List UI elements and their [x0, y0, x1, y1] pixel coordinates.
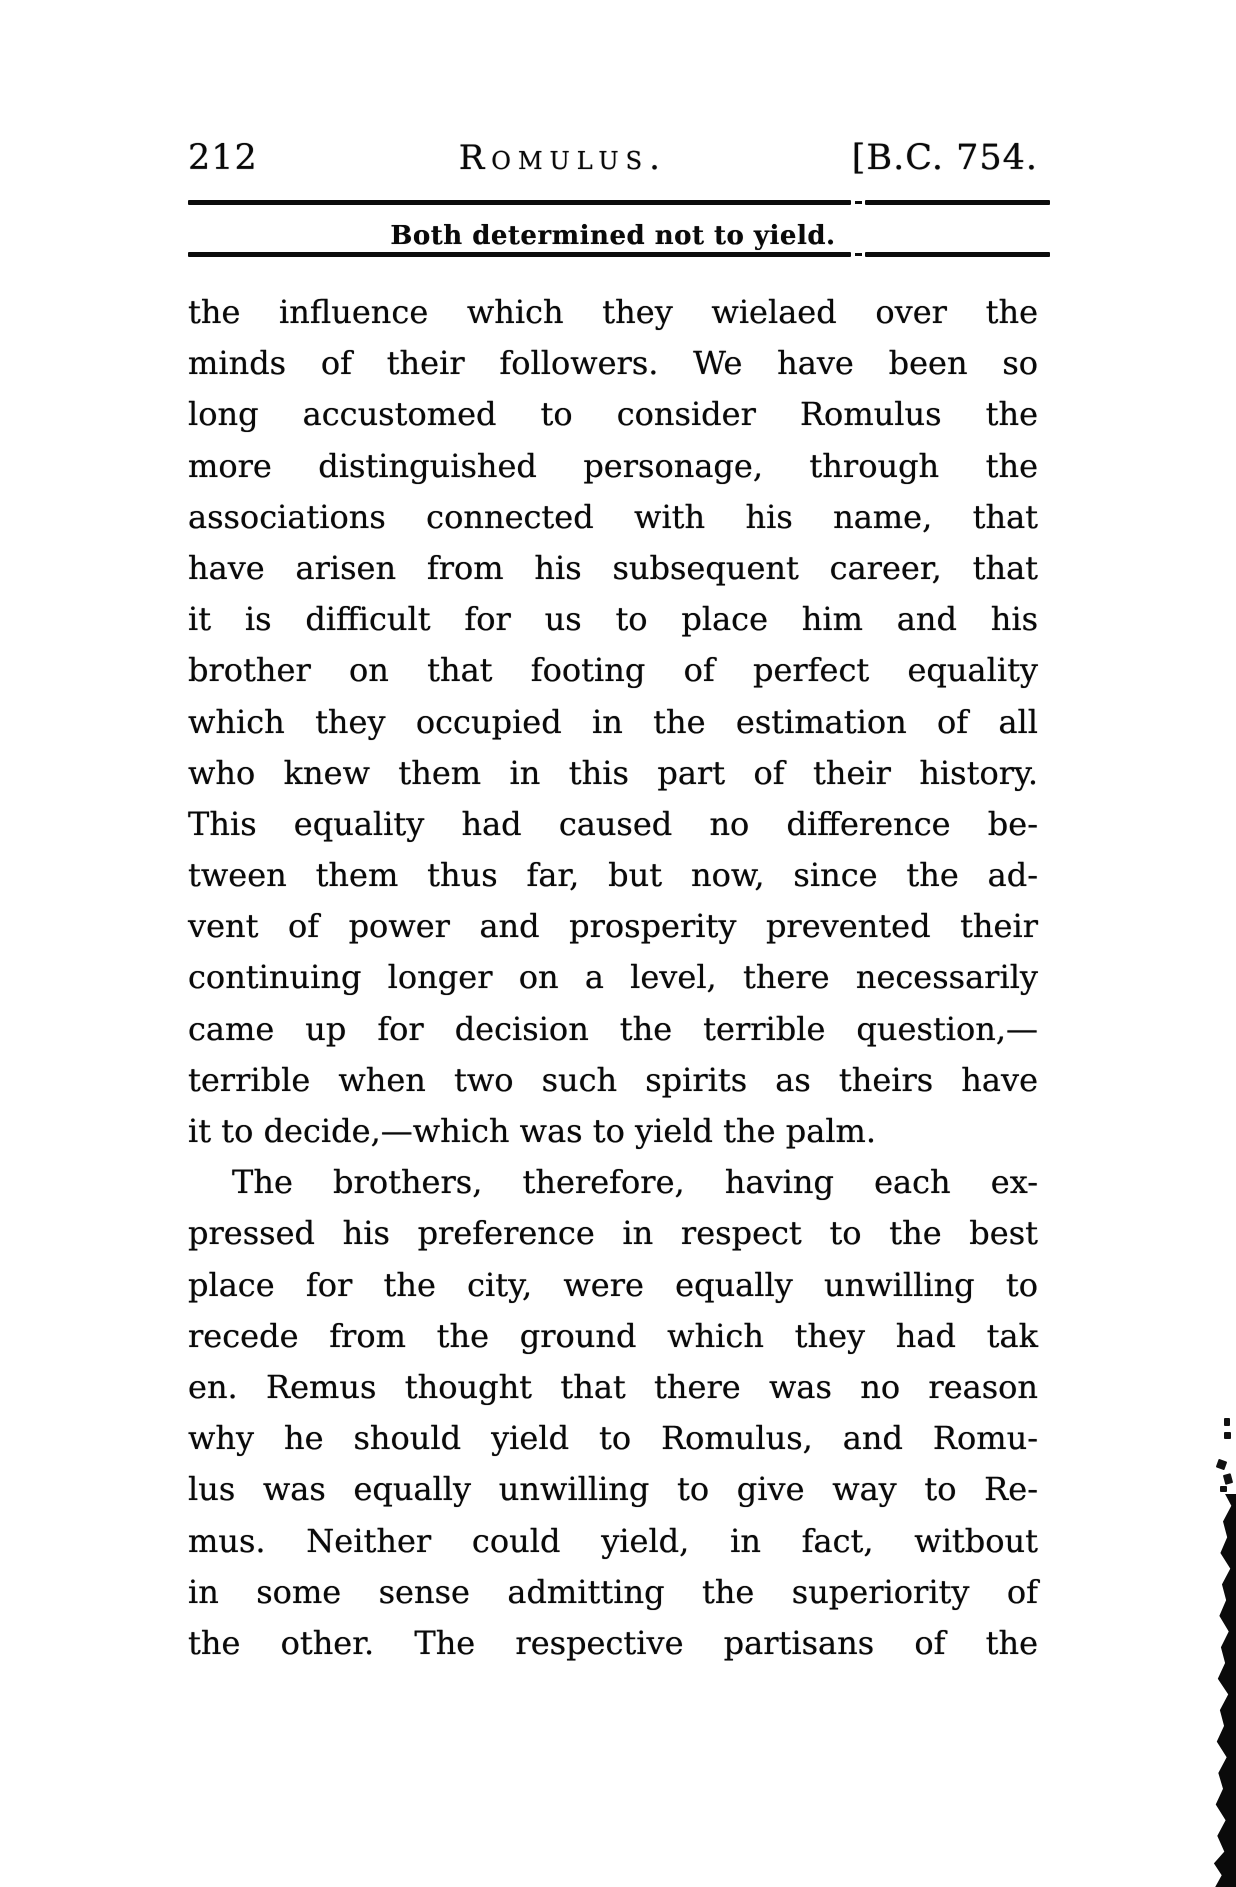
text-line: the other. The respective partisans of the	[188, 1623, 1038, 1662]
text-line: pressed his preference in respect to the best	[188, 1214, 1038, 1253]
scan-speck	[1224, 1432, 1231, 1439]
text-line: why he should yield to Romulus, and Romu-	[188, 1419, 1038, 1458]
rule-gap	[851, 201, 865, 204]
text-line: terrible when two such spirits as theirs have	[188, 1060, 1038, 1099]
scan-speck	[1216, 1459, 1228, 1471]
text-line-paragraph-start: The brothers, therefore, having each ex-	[232, 1163, 1038, 1202]
text-line: place for the city, were equally unwilling to	[188, 1265, 1038, 1304]
text-line: tween them thus far, but now, since the ad-	[188, 856, 1038, 895]
text-line: have arisen from his subsequent career, that	[188, 548, 1038, 587]
rule-nick	[855, 201, 862, 204]
text-line-paragraph-end: it to decide,—which was to yield the palm.	[188, 1112, 877, 1150]
scan-speck	[1220, 1486, 1227, 1492]
text-line: minds of their followers. We have been so	[188, 344, 1038, 383]
rule-nick	[855, 253, 862, 256]
rule-segment	[188, 252, 851, 257]
text-line: continuing longer on a level, there necessarily	[188, 958, 1038, 997]
scan-edge-artifact	[1210, 1494, 1236, 1887]
text-line: long accustomed to consider Romulus the	[188, 395, 1038, 434]
text-line: vent of power and prosperity prevented their	[188, 907, 1038, 946]
scan-speck	[1224, 1418, 1230, 1426]
text-line: in some sense admitting the superiority of	[188, 1572, 1038, 1611]
text-line: lus was equally unwilling to give way to Re-	[188, 1470, 1038, 1509]
rule-segment	[865, 252, 1050, 257]
text-line: the influence which they wielaed over the	[188, 293, 1038, 331]
text-line: which they occupied in the estimation of all	[188, 702, 1038, 741]
header-rule-bottom	[188, 251, 1050, 257]
page-header	[188, 138, 1038, 190]
section-caption: Both determined not to yield.	[390, 221, 836, 251]
text-line: recede from the ground which they had tak	[188, 1316, 1038, 1355]
text-line: en. Remus thought that there was no reason	[188, 1367, 1038, 1406]
header-rule-top	[188, 199, 1050, 205]
page-number: 212	[188, 138, 258, 178]
rule-segment	[188, 200, 851, 205]
rule-gap	[851, 253, 865, 256]
text-line: came up for decision the terrible question,—	[188, 1009, 1038, 1048]
text-line: brother on that footing of perfect equality	[188, 651, 1038, 690]
running-title: Romulus.	[458, 138, 667, 178]
date-annotation: [B.C. 754.	[851, 138, 1038, 178]
text-line: it is difficult for us to place him and his	[188, 600, 1038, 639]
scan-speck	[1223, 1473, 1233, 1485]
text-line: associations connected with his name, that	[188, 497, 1038, 536]
text-line: who knew them in this part of their history.	[188, 753, 1038, 792]
text-line: This equality had caused no difference be-	[188, 804, 1038, 843]
rule-segment	[865, 200, 1050, 205]
text-line: mus. Neither could yield, in fact, witbout	[188, 1521, 1038, 1560]
text-line: more distinguished personage, through the	[188, 446, 1038, 485]
body-text	[188, 287, 1038, 1669]
